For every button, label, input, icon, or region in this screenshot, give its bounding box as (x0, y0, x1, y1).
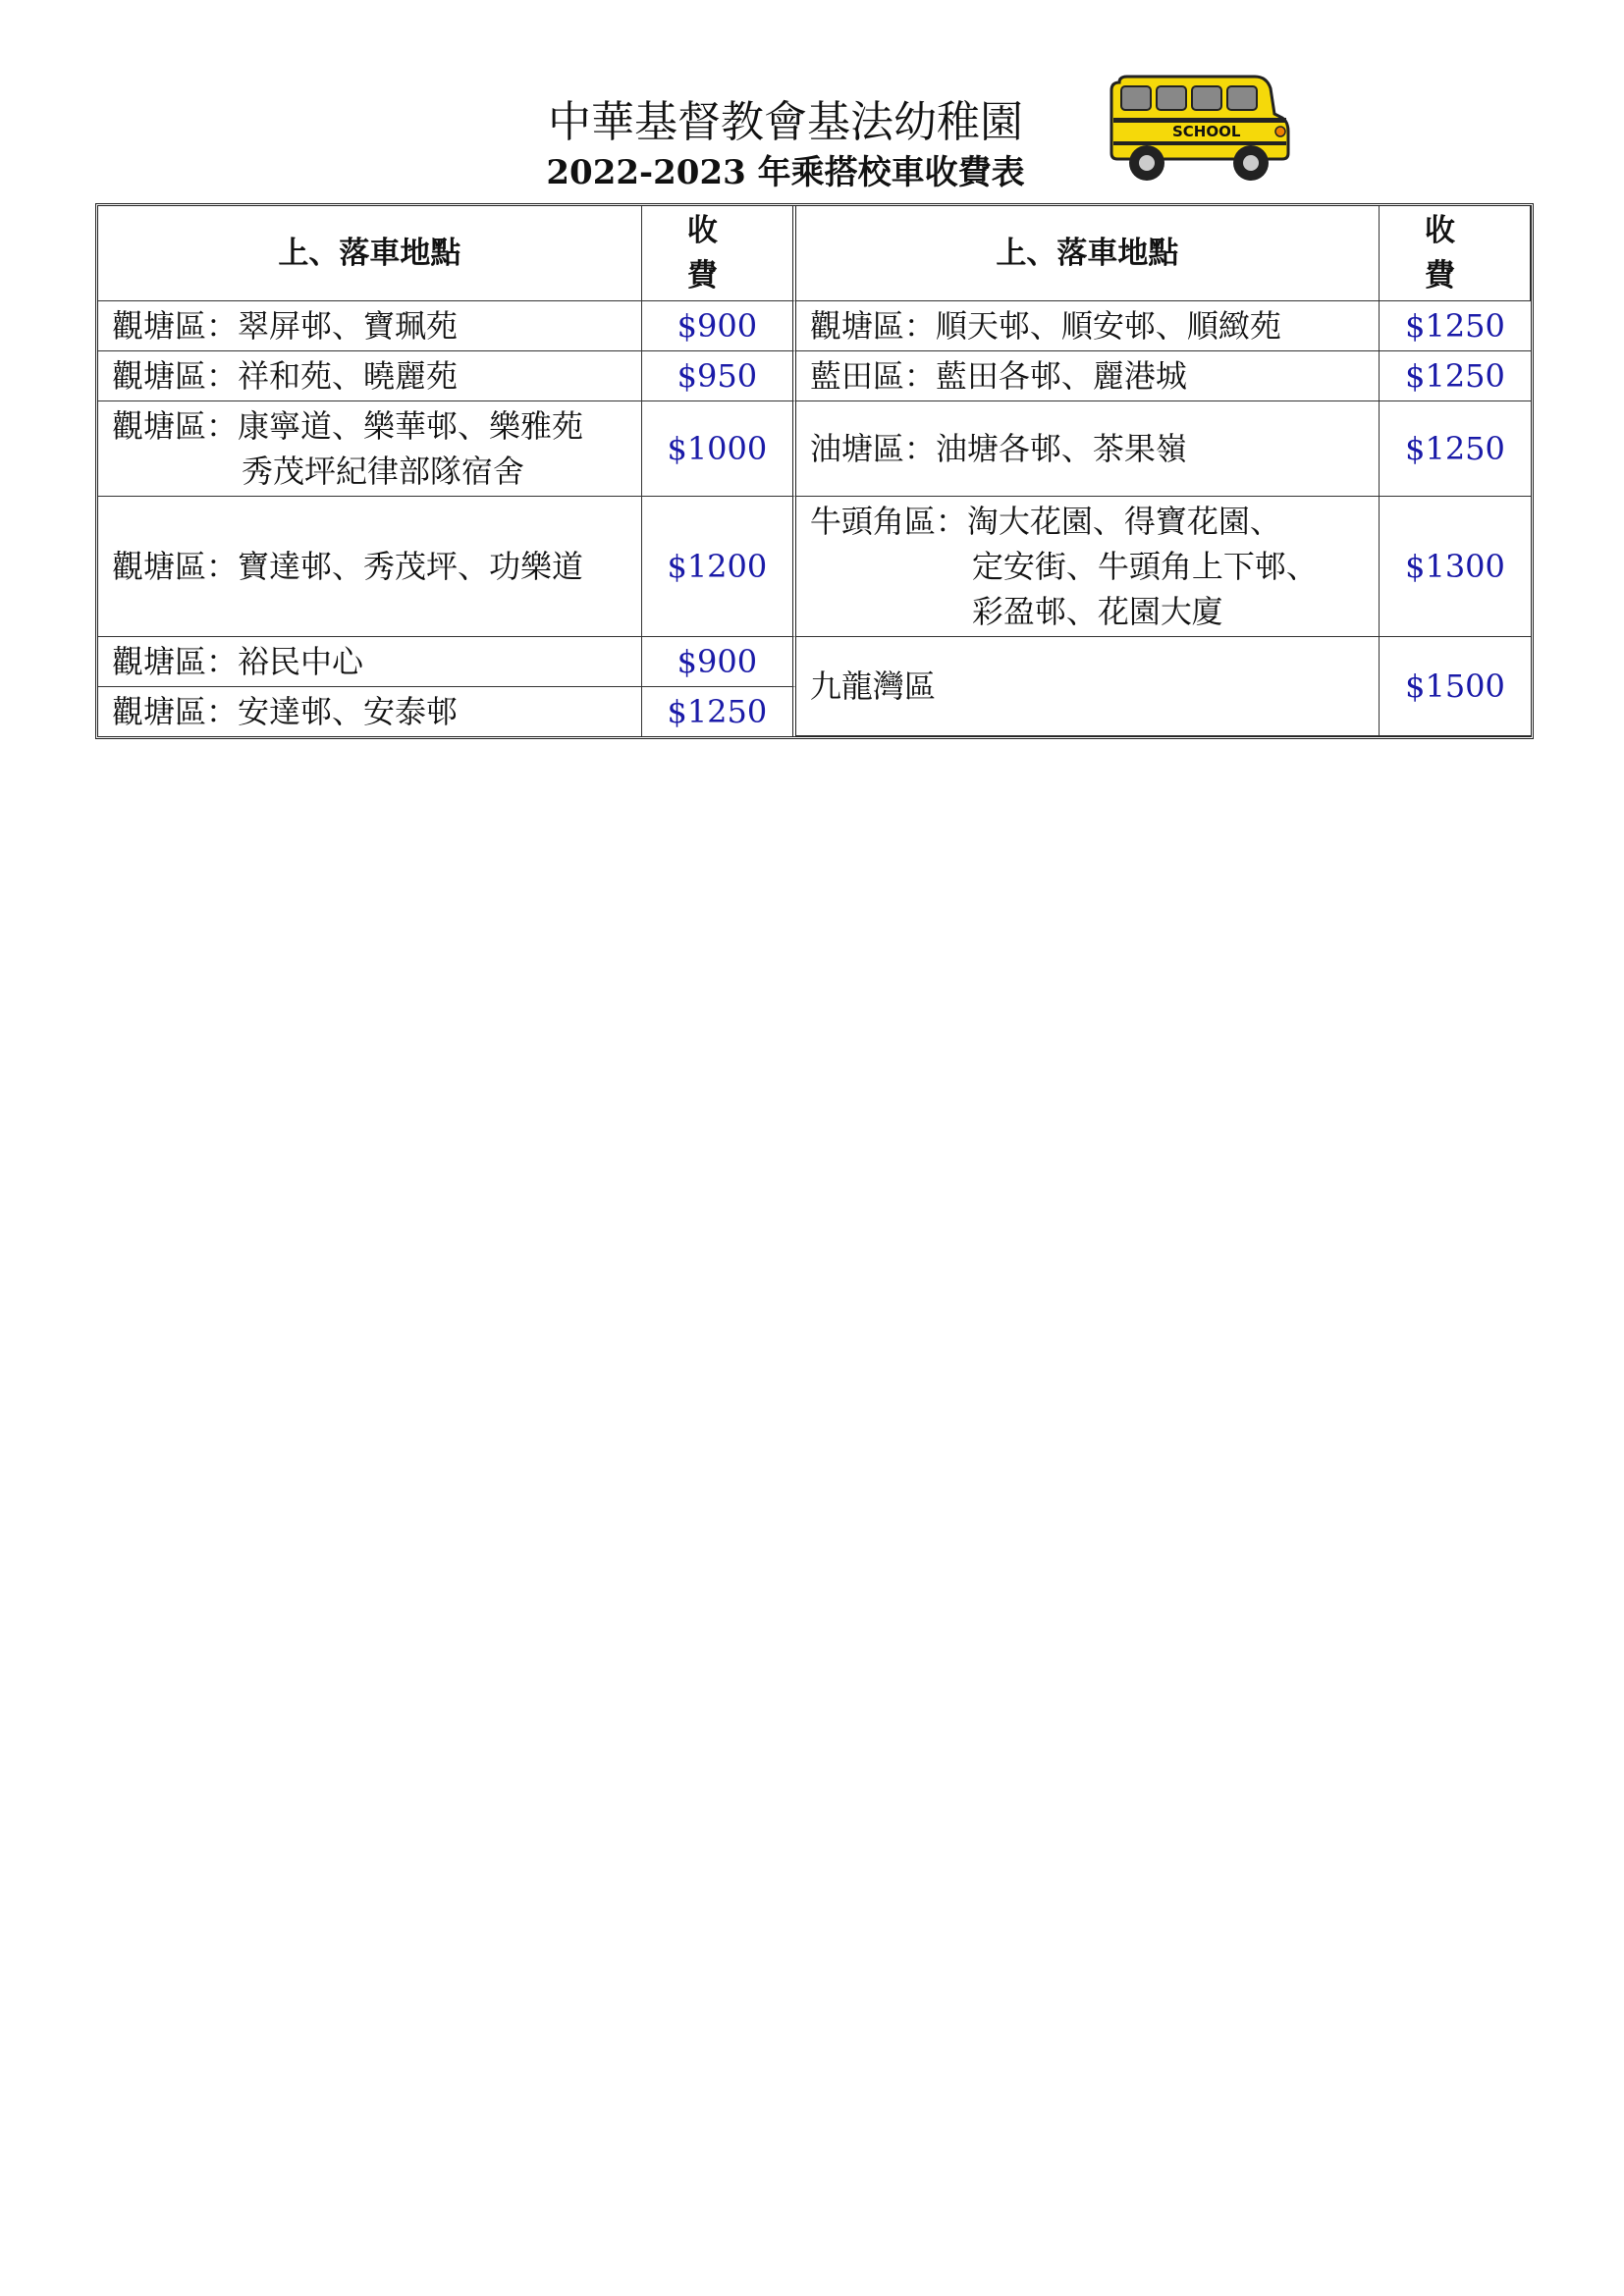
right-fee-header: 收 費 (1380, 206, 1531, 301)
fee-cell: $1250 (1380, 401, 1531, 497)
fee-cell: $1200 (642, 497, 796, 637)
fee-cell: $1300 (1380, 497, 1531, 637)
location-cell: 觀塘區：祥和苑、曉麗苑 (98, 351, 642, 401)
fee-cell: $1500 (1380, 637, 1531, 736)
table-row (98, 401, 1531, 497)
fee-cell: $1250 (1380, 351, 1531, 401)
location-cell (98, 401, 642, 497)
location-cell (796, 497, 1380, 637)
location-cell: 九龍灣區 (796, 637, 1380, 736)
fee-cell: $900 (642, 637, 796, 687)
table-row (98, 301, 1531, 351)
table-row (98, 637, 1531, 687)
fee-cell: $1250 (1380, 301, 1531, 351)
location-line: 觀塘區：康寧道、樂華邨、樂雅苑 (112, 407, 584, 445)
location-line: 牛頭角區：淘大花園、得寶花園、 (809, 503, 1281, 540)
location-line: 定安街、牛頭角上下邨、 (971, 548, 1318, 585)
location-cell: 觀塘區：寶達邨、秀茂坪、功樂道 (98, 497, 642, 637)
location-cell: 觀塘區：安達邨、安泰邨 (98, 687, 642, 736)
table-row (98, 351, 1531, 401)
left-location-header: 上、落車地點 (98, 206, 642, 301)
bus-sign-text: SCHOOL (1172, 123, 1241, 140)
location-cell: 觀塘區：裕民中心 (98, 637, 642, 687)
school-name: 中華基督教會基法幼稚園 (548, 97, 1023, 147)
fee-cell: $900 (642, 301, 796, 351)
bus-fee-table (95, 203, 1534, 739)
fee-cell: $1000 (642, 401, 796, 497)
location-cell: 觀塘區：順天邨、順安邨、順緻苑 (796, 301, 1380, 351)
school-bus-icon (1108, 75, 1290, 185)
table-row (98, 497, 1531, 637)
table-header-row (98, 206, 1531, 301)
right-location-header: 上、落車地點 (796, 206, 1380, 301)
location-line: 彩盈邨、花園大廈 (971, 593, 1223, 630)
location-cell: 藍田區：藍田各邨、麗港城 (796, 351, 1380, 401)
location-line: 秀茂坪紀律部隊宿舍 (242, 453, 525, 490)
fee-cell: $950 (642, 351, 796, 401)
location-cell: 油塘區：油塘各邨、茶果嶺 (796, 401, 1380, 497)
location-cell: 觀塘區：翠屏邨、寶珮苑 (98, 301, 642, 351)
left-fee-header: 收 費 (642, 206, 796, 301)
page-subtitle: 2022-2023 年乘搭校車收費表 (546, 153, 1025, 192)
fee-cell: $1250 (642, 687, 796, 736)
